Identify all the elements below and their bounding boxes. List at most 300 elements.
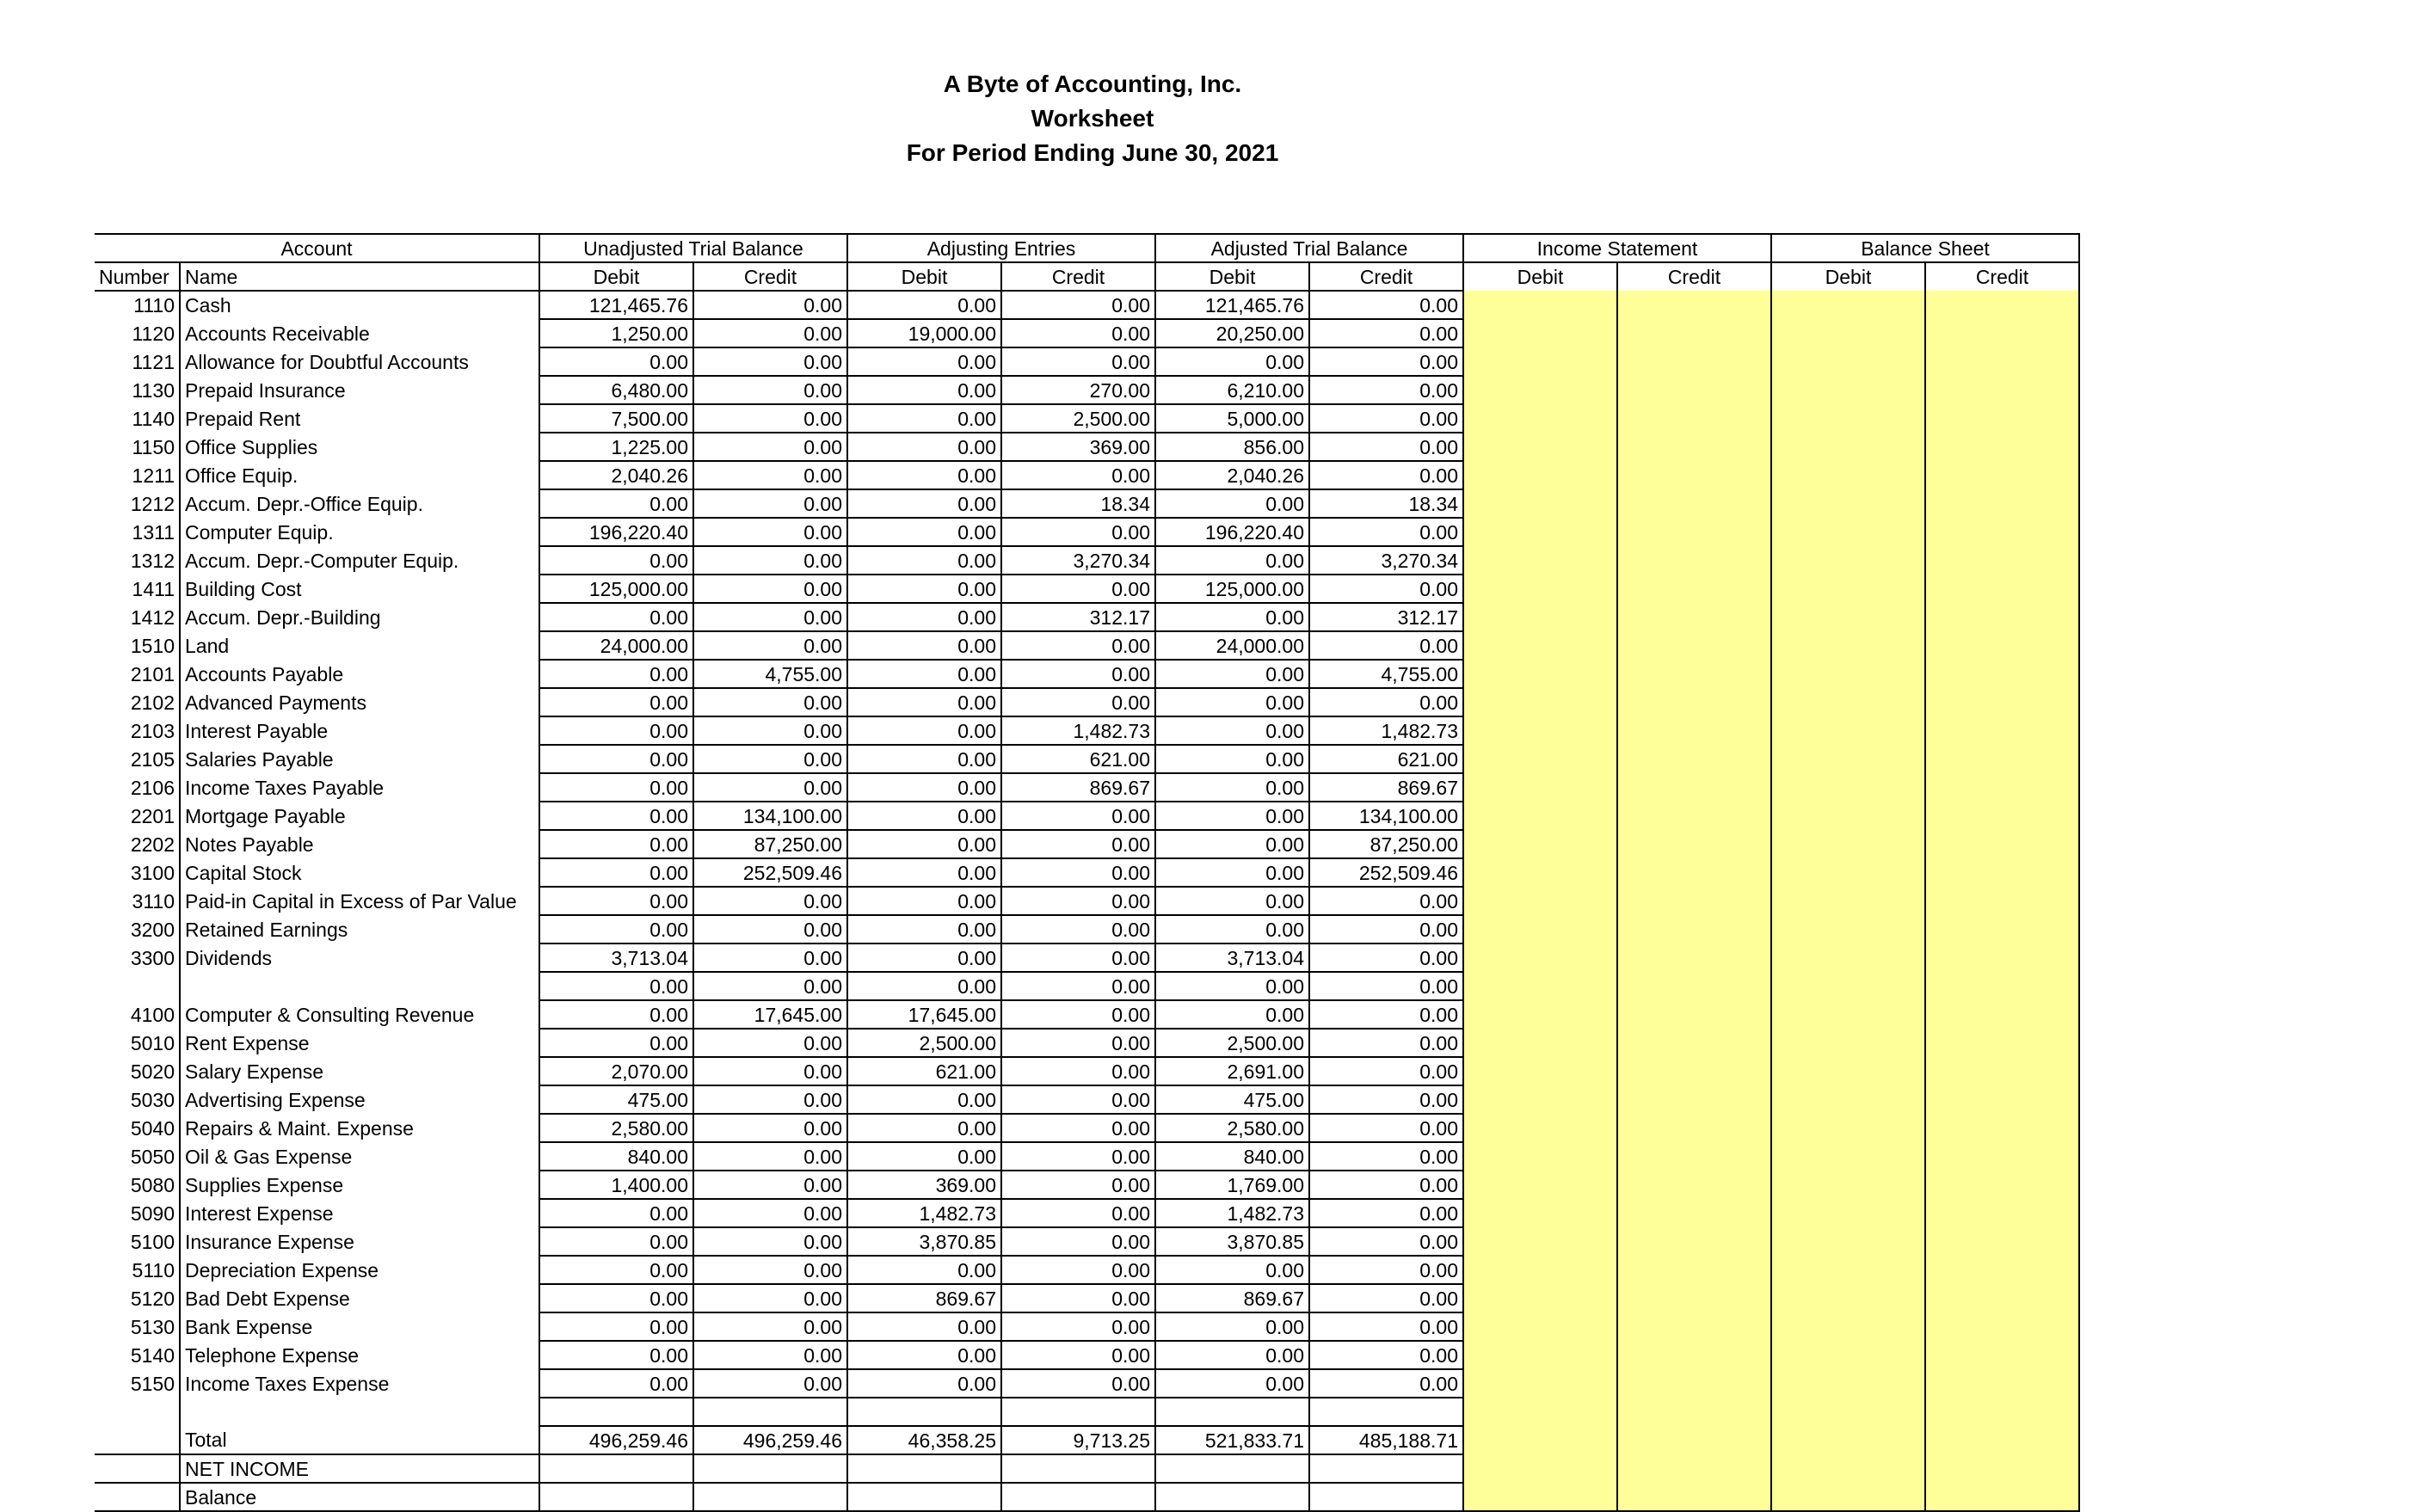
credit-cell: 0.00 [1309,1284,1463,1312]
adjusted-trial-balance-header: Adjusted Trial Balance [1155,234,1463,262]
debit-cell: 3,870.85 [1155,1227,1309,1256]
input-credit-cell[interactable] [1617,489,1771,518]
account-name: Advanced Payments [180,688,539,716]
input-debit-cell[interactable] [1463,943,1617,972]
account-name: Cash [180,291,539,319]
input-debit-cell[interactable] [1463,433,1617,461]
input-footer-cell[interactable] [1617,1483,1771,1511]
input-debit-cell[interactable] [1463,1114,1617,1142]
input-debit-cell[interactable] [1771,603,1925,631]
input-credit-cell[interactable] [1925,461,2079,489]
account-number: 4100 [130,1003,175,1026]
input-debit-cell[interactable] [1771,1085,1925,1114]
credit-cell: 0.00 [1309,1029,1463,1057]
total-number [95,1426,180,1454]
input-credit-cell[interactable] [1617,291,1771,319]
credit-cell: 2,500.00 [1001,404,1155,433]
input-debit-cell[interactable] [1771,631,1925,660]
input-credit-cell[interactable] [1617,1057,1771,1085]
debit-cell: 840.00 [539,1142,693,1171]
sub-header-row [95,262,2079,291]
debit-cell: 1,769.00 [1155,1171,1309,1199]
input-debit-cell[interactable] [1463,1256,1617,1284]
input-credit-cell[interactable] [1617,972,1771,1000]
account-number: 2202 [130,833,175,856]
input-credit-cell[interactable] [1925,1114,2079,1142]
input-debit-cell[interactable] [1463,1142,1617,1171]
input-credit-cell[interactable] [1617,461,1771,489]
debit-cell: 0.00 [539,489,693,518]
input-footer-cell[interactable] [1463,1483,1617,1511]
input-credit-cell[interactable] [1925,745,2079,773]
account-number: 1120 [132,322,175,345]
total-amount: 46,358.25 [847,1426,1001,1454]
input-footer-cell[interactable] [1617,1454,1771,1483]
input-credit-cell[interactable] [1925,1057,2079,1085]
input-debit-cell[interactable] [1463,830,1617,858]
input-debit-cell[interactable] [1463,716,1617,745]
input-credit-cell[interactable] [1925,347,2079,376]
input-credit-cell[interactable] [1617,887,1771,915]
input-credit-cell[interactable] [1925,518,2079,546]
input-debit-cell[interactable] [1463,1085,1617,1114]
input-credit-cell[interactable] [1617,1114,1771,1142]
debit-cell: 0.00 [847,745,1001,773]
credit-cell: 4,755.00 [693,660,847,688]
input-debit-cell[interactable] [1771,404,1925,433]
input-credit-cell[interactable] [1617,319,1771,347]
credit-cell: 0.00 [693,546,847,575]
input-cell[interactable] [1617,1398,1771,1426]
debit-cell: 0.00 [1155,660,1309,688]
input-credit-cell[interactable] [1925,546,2079,575]
input-credit-cell[interactable] [1925,575,2079,603]
account-name: Capital Stock [180,858,539,887]
input-credit-cell[interactable] [1925,603,2079,631]
input-credit-cell[interactable] [1925,943,2079,972]
credit-cell: 0.00 [1001,830,1155,858]
input-cell[interactable] [1771,1398,1925,1426]
input-debit-cell[interactable] [1463,887,1617,915]
input-credit-cell[interactable] [1925,631,2079,660]
input-debit-cell[interactable] [1463,518,1617,546]
input-footer-cell[interactable] [1925,1483,2079,1511]
input-credit-cell[interactable] [1617,688,1771,716]
account-number: 1150 [132,435,175,458]
input-credit-cell[interactable] [1925,660,2079,688]
credit-cell: 869.67 [1001,773,1155,802]
input-credit-cell[interactable] [1617,546,1771,575]
account-number: 3200 [130,918,175,941]
input-debit-cell[interactable] [1463,1171,1617,1199]
input-cell[interactable] [1925,1398,2079,1426]
account-name: Land [180,631,539,660]
input-footer-cell[interactable] [1771,1483,1925,1511]
input-credit-cell[interactable] [1925,1256,2079,1284]
input-credit-cell[interactable] [1925,915,2079,943]
total-row [95,1426,2079,1454]
debit-cell: 0.00 [847,518,1001,546]
input-debit-cell[interactable] [1771,745,1925,773]
input-debit-cell[interactable] [1463,1312,1617,1341]
account-number: 2201 [130,804,175,827]
input-credit-cell[interactable] [1925,858,2079,887]
input-debit-cell[interactable] [1463,603,1617,631]
account-name: Repairs & Maint. Expense [180,1114,539,1142]
input-debit-cell[interactable] [1771,518,1925,546]
account-row [95,518,2079,546]
input-credit-cell[interactable] [1617,830,1771,858]
credit-cell: 87,250.00 [1309,830,1463,858]
footer-cell [1001,1483,1155,1511]
input-credit-cell[interactable] [1925,1199,2079,1227]
input-credit-cell[interactable] [1617,376,1771,404]
debit-cell: 6,210.00 [1155,376,1309,404]
input-credit-cell[interactable] [1617,943,1771,972]
input-credit-cell[interactable] [1617,631,1771,660]
input-credit-cell[interactable] [1925,972,2079,1000]
input-debit-cell[interactable] [1463,461,1617,489]
input-credit-cell[interactable] [1925,433,2079,461]
input-credit-cell[interactable] [1617,347,1771,376]
input-credit-cell[interactable] [1925,1029,2079,1057]
account-number: 5080 [130,1173,175,1196]
input-debit-cell[interactable] [1771,688,1925,716]
input-debit-cell[interactable] [1463,489,1617,518]
input-debit-cell[interactable] [1771,887,1925,915]
debit-cell: 196,220.40 [1155,518,1309,546]
input-debit-cell[interactable] [1463,1227,1617,1256]
input-credit-cell[interactable] [1617,1085,1771,1114]
input-credit-cell[interactable] [1617,1029,1771,1057]
input-debit-cell[interactable] [1463,1369,1617,1398]
input-credit-cell[interactable] [1925,1341,2079,1369]
input-credit-cell[interactable] [1925,376,2079,404]
credit-cell: 0.00 [1001,1199,1155,1227]
credit-cell: 0.00 [1309,347,1463,376]
spacer-cell [1309,1398,1463,1426]
account-row [95,461,2079,489]
account-row [95,745,2079,773]
debit-cell: 1,250.00 [539,319,693,347]
input-debit-cell[interactable] [1463,376,1617,404]
input-debit-cell[interactable] [1771,1057,1925,1085]
input-credit-cell[interactable] [1925,404,2079,433]
debit-cell: 0.00 [539,830,693,858]
spacer-cell [1155,1398,1309,1426]
credit-cell: 0.00 [693,887,847,915]
credit-cell: 312.17 [1309,603,1463,631]
input-credit-cell[interactable] [1925,1227,2079,1256]
input-debit-cell[interactable] [1771,1341,1925,1369]
input-credit-cell[interactable] [1925,1284,2079,1312]
input-credit-cell[interactable] [1617,660,1771,688]
balance-label: Balance [180,1483,539,1511]
report-name: Worksheet [1031,105,1154,132]
input-credit-cell[interactable] [1617,1256,1771,1284]
input-total-cell[interactable] [1617,1426,1771,1454]
input-debit-cell[interactable] [1771,660,1925,688]
credit-cell: 0.00 [1309,1369,1463,1398]
input-debit-cell[interactable] [1463,546,1617,575]
input-credit-cell[interactable] [1617,1171,1771,1199]
credit-header: Credit [693,262,847,291]
input-debit-cell[interactable] [1463,773,1617,802]
account-number: 5030 [130,1088,175,1111]
debit-cell: 19,000.00 [847,319,1001,347]
credit-cell: 0.00 [1001,347,1155,376]
account-name: Advertising Expense [180,1085,539,1114]
input-debit-cell[interactable] [1771,461,1925,489]
input-credit-cell[interactable] [1617,858,1771,887]
credit-cell: 0.00 [1309,1000,1463,1029]
debit-cell: 0.00 [1155,489,1309,518]
credit-cell: 0.00 [1309,1256,1463,1284]
input-debit-cell[interactable] [1771,943,1925,972]
account-name: Accounts Receivable [180,319,539,347]
input-debit-cell[interactable] [1463,915,1617,943]
credit-cell: 0.00 [1001,575,1155,603]
credit-cell: 0.00 [693,1171,847,1199]
credit-cell: 0.00 [693,291,847,319]
input-debit-cell[interactable] [1463,745,1617,773]
input-credit-cell[interactable] [1925,319,2079,347]
input-footer-cell[interactable] [1771,1454,1925,1483]
input-credit-cell[interactable] [1925,1085,2079,1114]
input-debit-cell[interactable] [1463,319,1617,347]
input-credit-cell[interactable] [1617,1369,1771,1398]
debit-cell: 0.00 [847,943,1001,972]
input-debit-cell[interactable] [1463,291,1617,319]
input-debit-cell[interactable] [1771,802,1925,830]
debit-cell: 0.00 [539,745,693,773]
debit-cell: 0.00 [539,347,693,376]
input-debit-cell[interactable] [1463,1029,1617,1057]
input-debit-cell[interactable] [1463,802,1617,830]
account-name: Accum. Depr.-Computer Equip. [180,546,539,575]
input-debit-cell[interactable] [1463,1000,1617,1029]
input-credit-cell[interactable] [1617,773,1771,802]
input-credit-cell[interactable] [1617,802,1771,830]
input-credit-cell[interactable] [1925,830,2079,858]
input-credit-cell[interactable] [1925,773,2079,802]
input-credit-cell[interactable] [1925,1312,2079,1341]
debit-cell: 0.00 [847,858,1001,887]
input-debit-cell[interactable] [1771,1029,1925,1057]
debit-cell: 0.00 [847,887,1001,915]
input-total-cell[interactable] [1925,1426,2079,1454]
input-credit-cell[interactable] [1617,1227,1771,1256]
input-credit-cell[interactable] [1925,291,2079,319]
credit-cell: 0.00 [1309,376,1463,404]
input-debit-cell[interactable] [1771,915,1925,943]
input-debit-cell[interactable] [1771,773,1925,802]
account-number: 1130 [132,378,175,402]
credit-cell: 0.00 [1001,887,1155,915]
credit-cell: 0.00 [693,1227,847,1256]
input-credit-cell[interactable] [1925,688,2079,716]
debit-cell: 0.00 [539,716,693,745]
input-debit-cell[interactable] [1771,347,1925,376]
input-debit-cell[interactable] [1771,716,1925,745]
footer-cell [693,1483,847,1511]
total-amount: 496,259.46 [539,1426,693,1454]
input-debit-cell[interactable] [1463,858,1617,887]
input-credit-cell[interactable] [1617,1284,1771,1312]
worksheet-body [95,291,2079,1511]
input-credit-cell[interactable] [1617,433,1771,461]
input-credit-cell[interactable] [1617,1199,1771,1227]
credit-cell: 0.00 [1001,1142,1155,1171]
input-credit-cell[interactable] [1617,915,1771,943]
credit-cell: 0.00 [1309,887,1463,915]
input-credit-cell[interactable] [1617,1341,1771,1369]
input-credit-cell[interactable] [1925,887,2079,915]
input-debit-cell[interactable] [1463,631,1617,660]
input-debit-cell[interactable] [1771,1142,1925,1171]
input-credit-cell[interactable] [1617,518,1771,546]
spacer-name [180,1398,539,1426]
input-debit-cell[interactable] [1771,433,1925,461]
input-credit-cell[interactable] [1925,716,2079,745]
account-row [95,603,2079,631]
account-row [95,972,2079,1000]
input-debit-cell[interactable] [1463,1057,1617,1085]
input-credit-cell[interactable] [1925,489,2079,518]
input-credit-cell[interactable] [1617,1312,1771,1341]
input-credit-cell[interactable] [1925,1171,2079,1199]
input-credit-cell[interactable] [1925,802,2079,830]
debit-cell: 1,482.73 [847,1199,1001,1227]
input-debit-cell[interactable] [1771,1312,1925,1341]
credit-cell: 0.00 [1309,1171,1463,1199]
account-row [95,1057,2079,1085]
input-debit-cell[interactable] [1463,1199,1617,1227]
input-debit-cell[interactable] [1771,1000,1925,1029]
input-credit-cell[interactable] [1617,575,1771,603]
account-row [95,773,2079,802]
worksheet-table [95,233,2080,1512]
credit-cell: 0.00 [693,1341,847,1369]
credit-cell: 0.00 [1001,1369,1155,1398]
credit-cell: 0.00 [1309,1227,1463,1256]
credit-cell: 134,100.00 [693,802,847,830]
account-name: Salary Expense [180,1057,539,1085]
input-debit-cell[interactable] [1771,319,1925,347]
input-credit-cell[interactable] [1925,1000,2079,1029]
debit-cell: 0.00 [847,347,1001,376]
credit-cell: 0.00 [1001,1341,1155,1369]
input-debit-cell[interactable] [1771,1199,1925,1227]
debit-cell: 0.00 [539,802,693,830]
input-debit-cell[interactable] [1463,688,1617,716]
adjusting-entries-header: Adjusting Entries [847,234,1155,262]
input-credit-cell[interactable] [1617,603,1771,631]
net-income-label: NET INCOME [180,1454,539,1483]
input-debit-cell[interactable] [1771,972,1925,1000]
spacer-cell [1001,1398,1155,1426]
debit-header: Debit [1771,262,1925,291]
input-credit-cell[interactable] [1617,1000,1771,1029]
input-debit-cell[interactable] [1463,1341,1617,1369]
debit-cell: 5,000.00 [1155,404,1309,433]
input-total-cell[interactable] [1771,1426,1925,1454]
debit-cell: 196,220.40 [539,518,693,546]
input-debit-cell[interactable] [1771,376,1925,404]
input-debit-cell[interactable] [1771,1256,1925,1284]
credit-cell: 17,645.00 [693,1000,847,1029]
input-debit-cell[interactable] [1771,489,1925,518]
input-debit-cell[interactable] [1463,660,1617,688]
input-total-cell[interactable] [1463,1426,1617,1454]
debit-cell: 0.00 [847,660,1001,688]
input-debit-cell[interactable] [1771,858,1925,887]
debit-cell: 125,000.00 [1155,575,1309,603]
input-cell[interactable] [1463,1398,1617,1426]
debit-cell: 0.00 [539,1341,693,1369]
input-debit-cell[interactable] [1463,347,1617,376]
input-credit-cell[interactable] [1617,404,1771,433]
credit-cell: 0.00 [693,461,847,489]
account-row [95,347,2079,376]
account-number: 1412 [130,605,175,629]
input-credit-cell[interactable] [1925,1369,2079,1398]
debit-header: Debit [539,262,693,291]
debit-cell: 1,400.00 [539,1171,693,1199]
debit-cell: 0.00 [847,716,1001,745]
input-footer-cell[interactable] [1463,1454,1617,1483]
debit-cell: 0.00 [847,972,1001,1000]
credit-cell: 0.00 [1001,660,1155,688]
input-debit-cell[interactable] [1463,972,1617,1000]
input-debit-cell[interactable] [1463,575,1617,603]
credit-cell: 0.00 [1309,1142,1463,1171]
input-debit-cell[interactable] [1463,1284,1617,1312]
input-debit-cell[interactable] [1771,291,1925,319]
account-number: 5050 [130,1145,175,1168]
input-debit-cell[interactable] [1771,1171,1925,1199]
input-debit-cell[interactable] [1771,1227,1925,1256]
input-credit-cell[interactable] [1617,1142,1771,1171]
input-credit-cell[interactable] [1925,1142,2079,1171]
credit-cell: 0.00 [1001,972,1155,1000]
input-debit-cell[interactable] [1771,1284,1925,1312]
debit-cell: 0.00 [539,1029,693,1057]
input-debit-cell[interactable] [1771,575,1925,603]
credit-cell: 0.00 [693,518,847,546]
input-credit-cell[interactable] [1617,716,1771,745]
account-number: 5120 [130,1287,175,1310]
account-name: Supplies Expense [180,1171,539,1199]
credit-cell: 0.00 [693,1256,847,1284]
input-debit-cell[interactable] [1771,830,1925,858]
number-header: Number [95,262,180,291]
input-footer-cell[interactable] [1925,1454,2079,1483]
input-debit-cell[interactable] [1771,1369,1925,1398]
input-debit-cell[interactable] [1771,1114,1925,1142]
input-debit-cell[interactable] [1463,404,1617,433]
debit-cell: 0.00 [1155,1256,1309,1284]
credit-cell: 0.00 [1309,915,1463,943]
debit-cell: 0.00 [847,1256,1001,1284]
account-number: 2106 [130,776,175,799]
account-row [95,1142,2079,1171]
input-debit-cell[interactable] [1771,546,1925,575]
input-credit-cell[interactable] [1617,745,1771,773]
credit-cell: 0.00 [1001,1312,1155,1341]
credit-cell: 0.00 [1309,461,1463,489]
credit-header: Credit [1925,262,2079,291]
